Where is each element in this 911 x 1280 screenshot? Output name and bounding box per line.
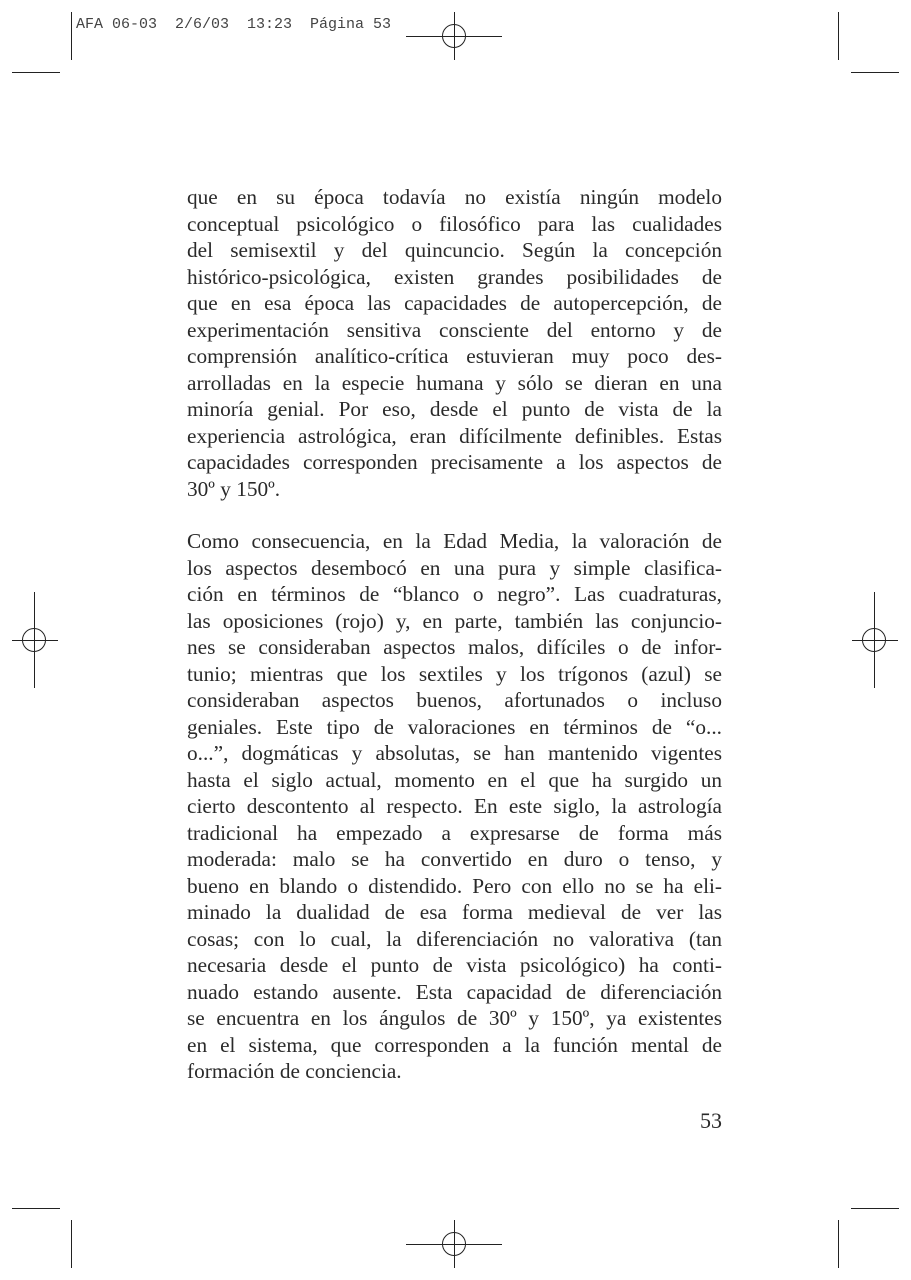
text-line: las oposiciones (rojo) y, en parte, también las conjuncio- [187, 608, 722, 633]
text-line: nes se consideraban aspectos malos, difíciles o de infor- [187, 635, 722, 659]
text-line: consideraban aspectos buenos, afortunados o incluso [187, 688, 722, 712]
text-line: o...”, dogmáticas y absolutas, se han mantenido vigentes [187, 741, 722, 765]
text-line: minado la dualidad de esa forma medieval de ver las [187, 900, 722, 924]
text-line: moderada: malo se ha convertido en duro o tenso, y [187, 847, 722, 871]
text-line: arrolladas en la especie humana y sólo se dieran en una [187, 370, 722, 395]
text-line: los aspectos desembocó en una pura y simple clasifica- [187, 555, 722, 580]
body-paragraph-1 [187, 184, 722, 502]
crop-mark [12, 1208, 60, 1209]
text-line: formación de conciencia. [187, 1059, 402, 1083]
print-slug: AFA 06-03 2/6/03 13:23 Página 53 [76, 16, 392, 33]
text-line: Como consecuencia, en la Edad Media, la valoración de [187, 529, 722, 553]
text-line: necesaria desde el punto de vista psicológico) ha conti- [187, 953, 722, 977]
text-line: histórico-psicológica, existen grandes posibilidades de [187, 264, 722, 289]
text-line: experiencia astrológica, eran difícilmente definibles. Estas [187, 423, 722, 448]
text-line: cosas; con lo cual, la diferenciación no valorativa (tan [187, 926, 722, 951]
crop-mark [851, 72, 899, 73]
crop-mark [71, 12, 72, 60]
crop-mark [12, 72, 60, 73]
text-line: bueno en blando o distendido. Pero con ello no se ha eli- [187, 873, 722, 898]
text-line: se encuentra en los ángulos de 30º y 150º, ya existentes [187, 1006, 722, 1030]
text-line: hasta el siglo actual, momento en el que ha surgido un [187, 767, 722, 792]
text-line: tradicional ha empezado a expresarse de forma más [187, 820, 722, 845]
crop-mark [851, 1208, 899, 1209]
text-line: del semisextil y del quincuncio. Según la concepción [187, 238, 722, 262]
body-paragraph-2 [187, 528, 722, 1085]
text-line: nuado estando ausente. Esta capacidad de diferenciación [187, 979, 722, 1004]
text-line: que en su época todavía no existía ningún modelo [187, 185, 722, 209]
text-line: minoría genial. Por eso, desde el punto de vista de la [187, 397, 722, 421]
text-line: en el sistema, que corresponden a la función mental de [187, 1032, 722, 1057]
page-number: 53 [700, 1108, 722, 1133]
text-line: comprensión analítico-crítica estuvieran muy poco des- [187, 344, 722, 368]
crop-mark [838, 12, 839, 60]
text-line: geniales. Este tipo de valoraciones en términos de “o... [187, 714, 722, 739]
text-line: tunio; mientras que los sextiles y los trígonos (azul) se [187, 661, 722, 686]
text-line: 30º y 150º. [187, 476, 281, 501]
crop-mark [71, 1220, 72, 1268]
text-line: capacidades corresponden precisamente a los aspectos de [187, 450, 722, 474]
text-line: que en esa época las capacidades de autopercepción, de [187, 291, 722, 315]
text-line: ción en términos de “blanco o negro”. Las cuadraturas, [187, 582, 722, 606]
crop-mark [838, 1220, 839, 1268]
text-line: conceptual psicológico o filosófico para las cualidades [187, 211, 722, 236]
text-line: cierto descontento al respecto. En este siglo, la astrología [187, 794, 722, 818]
text-line: experimentación sensitiva consciente del entorno y de [187, 317, 722, 342]
